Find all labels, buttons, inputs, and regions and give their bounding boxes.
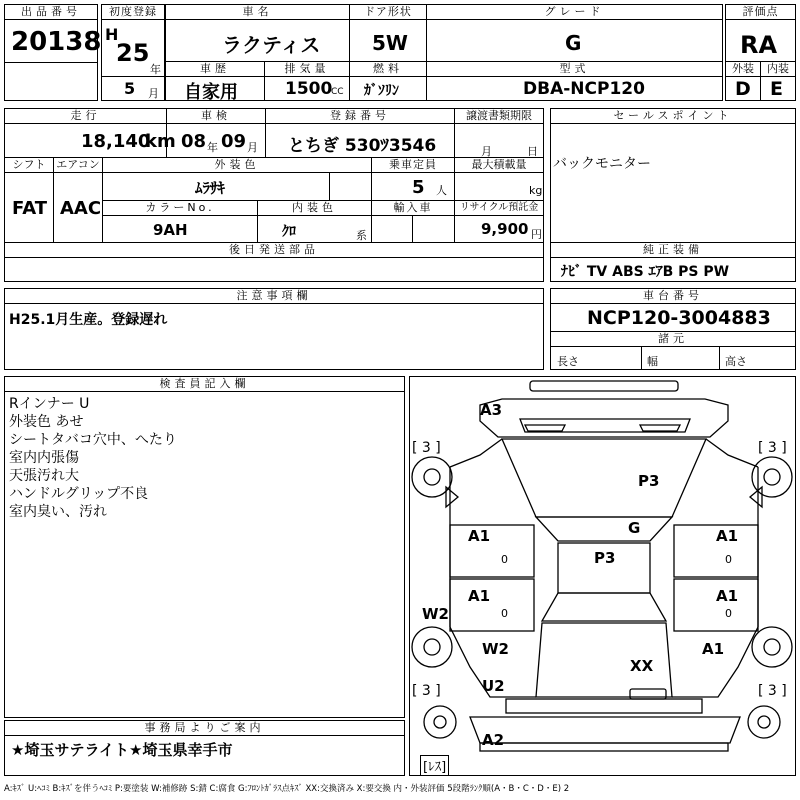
- car-name: ラクティス: [222, 33, 321, 57]
- insp-month: 09: [221, 131, 247, 152]
- inspector-line: Rインナー U: [9, 396, 90, 412]
- int-color-unit: 系: [356, 229, 367, 242]
- office-box: [4, 720, 405, 776]
- car-diagram: [409, 376, 796, 776]
- mark-g: G: [628, 519, 641, 537]
- int-color-label: 内装色: [258, 201, 371, 216]
- door-zero: 0: [725, 553, 732, 566]
- chassis-number: NCP120-3004883: [587, 307, 771, 329]
- model-box: [426, 61, 723, 101]
- spec-height: 高さ: [725, 355, 747, 368]
- mark-a1-left-rear: A1: [468, 587, 491, 605]
- later-parts-box: [4, 242, 544, 282]
- shift-box: [4, 157, 54, 243]
- fuel: ｶﾞｿﾘﾝ: [364, 83, 399, 99]
- equipment-box: [550, 242, 796, 282]
- color-no-label: カラーNo.: [103, 201, 257, 216]
- mark-a2: A2: [482, 731, 505, 749]
- mileage: 18,140: [81, 131, 151, 152]
- fuel-label: 燃料: [350, 62, 426, 77]
- inspector-line: 天張汚れ大: [9, 468, 79, 484]
- capacity-unit: 人: [436, 184, 447, 197]
- later-parts-label: 後日発送部品: [5, 243, 543, 258]
- inspector-line: 室内臭い、汚れ: [9, 504, 107, 520]
- int-score-box: [760, 61, 796, 101]
- era: H: [105, 25, 119, 44]
- door-zero: 0: [501, 607, 508, 620]
- recycle-box: [454, 200, 544, 243]
- mark-a1-right-front: A1: [716, 527, 739, 545]
- chassis-label: 車台番号: [551, 289, 795, 304]
- spare-tire: [ﾚｽ]: [420, 755, 449, 776]
- mileage-box: [4, 108, 176, 158]
- load-label: 最大積載量: [455, 158, 543, 173]
- caution-box: [4, 288, 544, 370]
- transfer-month: 月: [481, 145, 492, 158]
- displacement-box: [264, 61, 350, 101]
- mark-w2-quarter: W2: [482, 640, 509, 658]
- reg-month-unit: 月: [148, 87, 159, 100]
- recycle-label: リサイクル預託金: [455, 201, 543, 216]
- mark-a1-left-front: A1: [468, 527, 491, 545]
- door-zero: 0: [725, 607, 732, 620]
- mark-a1-right-quarter: A1: [702, 640, 725, 658]
- lot-box: [4, 4, 102, 101]
- ac-box: [53, 157, 103, 243]
- car-name-label: 車名: [166, 5, 349, 20]
- ext-score-box: [725, 61, 761, 101]
- load-unit: kg: [529, 184, 543, 197]
- recycle-unit: 円: [531, 228, 542, 241]
- door-zero: 0: [501, 553, 508, 566]
- inspector-line: シートタバコ穴中、へたり: [9, 432, 177, 448]
- mark-xx: XX: [630, 657, 654, 675]
- first-reg-label: 初度登録: [102, 5, 164, 20]
- color-label: 外装色: [103, 158, 371, 173]
- plate-box: [265, 108, 455, 158]
- capacity-box: [371, 157, 455, 201]
- lot-label: 出品番号: [5, 5, 97, 20]
- history-label: 車歴: [166, 62, 264, 77]
- tire-front-left: [ 3 ]: [412, 440, 441, 456]
- transfer-day: 日: [527, 145, 538, 158]
- mark-w2-side: W2: [422, 605, 449, 623]
- ac-label: エアコン: [54, 158, 102, 173]
- car-outline: [410, 377, 795, 775]
- ext-label: 外装: [726, 62, 760, 77]
- history-box: [165, 61, 265, 101]
- import-label: 輸入車: [372, 201, 454, 216]
- plate-number: とちぎ 530ﾂ3546: [288, 136, 437, 156]
- reg-year-unit: 年: [150, 63, 161, 76]
- door-label: ドア形状: [350, 5, 426, 20]
- car-name-box: [165, 4, 350, 62]
- first-reg-box: [101, 4, 165, 101]
- transfer-label: 譲渡書類期限: [455, 109, 543, 124]
- int-score: E: [770, 78, 783, 100]
- insp-year-unit: 年: [207, 141, 218, 154]
- equipment-label: 純正装備: [551, 243, 795, 258]
- disp-unit: CC: [331, 87, 344, 97]
- reg-month: 5: [124, 79, 136, 98]
- tire-front-right: [ 3 ]: [758, 440, 787, 456]
- ac: AAC: [60, 198, 102, 219]
- grade-label: グレード: [427, 5, 722, 20]
- door-box: [349, 4, 427, 62]
- inspector-line: 外装色 あせ: [9, 414, 84, 430]
- disp-label: 排気量: [265, 62, 349, 77]
- insp-month-unit: 月: [247, 141, 258, 154]
- load-box: [454, 157, 544, 201]
- inspector-notes: [9, 395, 177, 521]
- displacement: 1500: [285, 79, 333, 99]
- int-color: ｸﾛ: [282, 224, 296, 240]
- history: 自家用: [184, 82, 238, 103]
- color-no: 9AH: [153, 221, 188, 239]
- recycle-fee: 9,900: [481, 220, 529, 238]
- mark-p3-center: P3: [594, 549, 616, 567]
- spec-length: 長さ: [557, 355, 579, 368]
- mark-u2: U2: [482, 677, 505, 695]
- grade-box: [426, 4, 723, 62]
- plate-label: 登録番号: [266, 109, 454, 124]
- office-text: ★埼玉サテライト★埼玉県幸手市: [11, 741, 233, 759]
- equipment: ﾅﾋﾞ TV ABS ｴｱB PS PW: [561, 264, 730, 280]
- caution-label: 注意事項欄: [5, 289, 543, 304]
- color-box: [102, 157, 372, 201]
- model-label: 型式: [427, 62, 722, 77]
- tire-rear-left: [ 3 ]: [412, 683, 441, 699]
- sales-label: セールスポイント: [551, 109, 795, 124]
- score-label: 評価点: [726, 5, 795, 20]
- int-color-box: [257, 200, 372, 243]
- spec-width: 幅: [647, 355, 658, 368]
- spec-label: 諸元: [551, 331, 795, 347]
- mark-p3-roof: P3: [638, 472, 660, 490]
- color-no-box: [102, 200, 258, 243]
- model: DBA-NCP120: [523, 79, 645, 99]
- score-box: [725, 4, 796, 62]
- score: RA: [740, 31, 778, 59]
- grade: G: [565, 31, 582, 55]
- mark-a3: A3: [480, 401, 503, 419]
- lot-number: 20138: [11, 27, 102, 57]
- chassis-box: [550, 288, 796, 370]
- mileage-label: 走行: [5, 109, 166, 124]
- insp-year: 08: [181, 131, 207, 152]
- capacity-label: 乗車定員: [372, 158, 454, 173]
- mileage-unit: km: [145, 131, 176, 152]
- inspection-label: 車検: [167, 109, 265, 124]
- sales-point-box: [550, 108, 796, 243]
- fuel-box: [349, 61, 427, 101]
- reg-year: 25: [116, 39, 150, 67]
- inspector-line: 室内内張傷: [9, 450, 79, 466]
- mark-a1-right-rear: A1: [716, 587, 739, 605]
- door-type: 5W: [372, 31, 408, 55]
- inspector-line: ハンドルグリップ不良: [9, 486, 149, 502]
- shift-label: シフト: [5, 158, 53, 173]
- ext-score: D: [735, 78, 751, 100]
- inspector-box: [4, 376, 405, 718]
- sales-point: バックモニター: [553, 156, 651, 172]
- inspector-label: 検査員記入欄: [5, 377, 404, 392]
- tire-rear-right: [ 3 ]: [758, 683, 787, 699]
- damage-legend: A:ｷｽﾞ U:ﾍｺﾐ B:ｷｽﾞを伴うﾍｺﾐ P:要塗装 W:補修跡 S:錆 C:腐食 G:ﾌﾛﾝﾄｶﾞﾗｽ点ｷｽﾞ XX:交換済み X:要交換 内・外装評価 5段階ﾗﾝｸ順(A・B・C・D・E) 2: [4, 784, 570, 794]
- body-color: ﾑﾗｻｷ: [195, 179, 226, 197]
- import-box: [371, 200, 455, 243]
- transfer-box: [454, 108, 544, 158]
- office-label: 事務局よりご案内: [5, 721, 404, 736]
- shift: FAT: [12, 198, 48, 219]
- caution-text: H25.1月生産。登録遅れ: [9, 312, 168, 328]
- capacity: 5: [412, 177, 425, 198]
- inspection-box: [166, 108, 266, 158]
- int-label: 内装: [761, 62, 795, 77]
